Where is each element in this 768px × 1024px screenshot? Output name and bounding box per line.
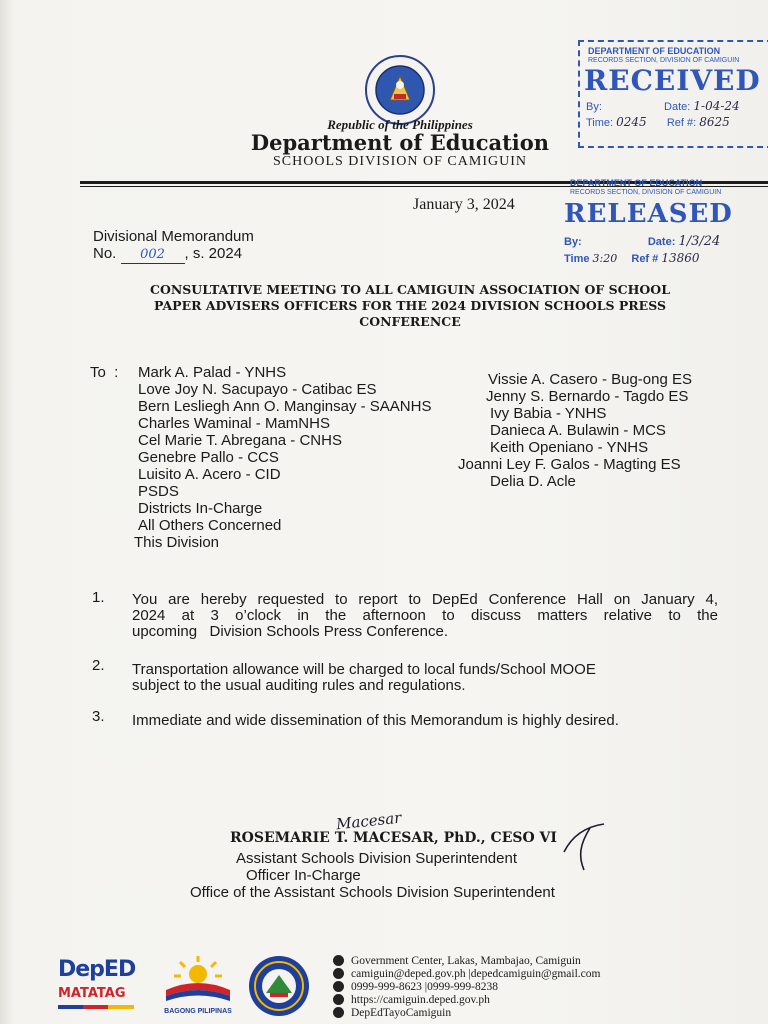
signatory-title: Assistant Schools Division Superintendent <box>236 850 517 867</box>
recipient: Districts In-Charge <box>138 500 263 517</box>
recipient: Jenny S. Bernardo - Tagdo ES <box>486 388 689 405</box>
recipient: Ivy Babia - YNHS <box>490 405 607 422</box>
stamp-by-row: By: Date: 1/3/24 <box>564 234 721 249</box>
recipient: Keith Openiano - YNHS <box>490 439 649 456</box>
stamp-word: RELEASED <box>564 199 733 229</box>
contact-facebook[interactable]: DepEdTayoCamiguin <box>333 1007 600 1020</box>
memo-number-label: No. <box>93 245 117 262</box>
logo-caption: BAGONG PILIPINAS <box>164 1008 232 1015</box>
deped-matatag-logo <box>58 958 142 1016</box>
released-stamp <box>560 178 768 276</box>
contact-phone: 0999-999-8623 |0999-999-8238 <box>333 981 600 994</box>
recipient: Cel Marie T. Abregana - CNHS <box>138 432 342 449</box>
stamp-time-row: Time: 0245 Ref #: 8625 <box>586 115 730 129</box>
signatory-office: Office of the Assistant Schools Division Superintendent <box>190 884 555 901</box>
item-line: Transportation allowance will be charged to local funds/School MOOE <box>132 661 596 678</box>
contact-email: camiguin@deped.gov.ph |depedcamiguin@gmail.com <box>333 968 600 981</box>
signatory-role: Officer In-Charge <box>246 867 361 884</box>
memo-series: , s. 2024 <box>184 245 243 262</box>
signatory-name: ROSEMARIE T. MACESAR, PhD., CESO VI <box>230 830 557 846</box>
stamp-time-row: Time 3:20 Ref # 13860 <box>564 251 700 265</box>
item-3-text <box>132 713 718 729</box>
item-line: 2024 at 3 o’clock in the afternoon to discuss matters relative to the <box>132 607 718 624</box>
recipient: Danieca A. Bulawin - MCS <box>490 422 666 439</box>
item-2-text <box>132 662 718 694</box>
item-3-number: 3. <box>92 708 105 725</box>
division-seal-logo <box>246 955 312 1017</box>
recipient: Love Joy N. Sacupayo - Catibac ES <box>138 381 377 398</box>
location-icon <box>333 955 344 966</box>
item-2-number: 2. <box>92 657 105 674</box>
recipients-left <box>134 364 432 551</box>
deped-seal <box>364 54 436 126</box>
memo-title-line: CONSULTATIVE MEETING TO ALL CAMIGUIN ASSOCIATION OF SCHOOL <box>150 282 670 297</box>
memo-title-line: CONFERENCE <box>359 314 461 329</box>
stamp-by-row: By: Date: 1-04-24 <box>586 99 740 113</box>
contact-website[interactable]: https://camiguin.deped.gov.ph <box>333 994 600 1007</box>
division-name: SCHOOLS DIVISION OF CAMIGUIN <box>273 154 527 169</box>
stamp-heading: DEPARTMENT OF EDUCATION <box>570 178 703 188</box>
memo-title-line: PAPER ADVISERS OFFICERS FOR THE 2024 DIVISION SCHOOLS PRESS <box>153 298 666 313</box>
republic-line: Republic of the Philippines <box>327 117 473 132</box>
contact-address: Government Center, Lakas, Mambajao, Camiguin <box>333 955 600 968</box>
recipient: Mark A. Palad - YNHS <box>138 364 287 381</box>
recipient: Joanni Ley F. Galos - Magting ES <box>458 456 681 473</box>
memo-title <box>100 282 720 330</box>
stamp-heading: DEPARTMENT OF EDUCATION <box>588 46 721 56</box>
email-icon <box>333 968 344 979</box>
stamp-word: RECEIVED <box>584 64 761 97</box>
item-line: Immediate and wide dissemination of this Memorandum is highly desired. <box>132 712 619 729</box>
memo-number <box>93 245 242 264</box>
handwritten-signature: Macesar <box>335 808 403 834</box>
to-label: To : <box>90 364 119 381</box>
recipient: Charles Waminal - MamNHS <box>138 415 330 432</box>
recipients-right <box>458 371 692 490</box>
recipient: Genebre Pallo - CCS <box>138 449 279 466</box>
recipient: Vissie A. Casero - Bug-ong ES <box>488 371 692 388</box>
recipient: All Others Concerned <box>138 517 282 534</box>
item-1-text <box>132 592 718 640</box>
item-line: subject to the usual auditing rules and regulations. <box>132 677 466 694</box>
recipient: This Division <box>134 534 220 551</box>
bagong-pilipinas-logo <box>160 954 236 1016</box>
memo-type: Divisional Memorandum <box>93 228 254 245</box>
recipient: Delia D. Acle <box>490 473 576 490</box>
received-stamp <box>578 40 768 148</box>
logo-deped-text: DepED <box>58 957 136 982</box>
signature-flourish <box>560 822 610 874</box>
item-line: upcoming Division Schools Press Conference. <box>132 623 448 640</box>
contact-list <box>333 955 600 1020</box>
stamp-subheading: RECORDS SECTION, DIVISION OF CAMIGUIN <box>588 57 740 64</box>
memo-date: January 3, 2024 <box>413 196 515 213</box>
stamp-subheading: RECORDS SECTION, DIVISION OF CAMIGUIN <box>570 189 722 196</box>
recipient: PSDS <box>138 483 179 500</box>
phone-icon <box>333 981 344 992</box>
recipient: Luisito A. Acero - CID <box>138 466 281 483</box>
recipient: Bern Lesliegh Ann O. Manginsay - SAANHS <box>138 398 432 415</box>
facebook-icon <box>333 1007 344 1018</box>
globe-icon <box>333 994 344 1005</box>
item-line: You are hereby requested to report to DepEd Conference Hall on January 4, <box>132 591 718 608</box>
logo-matatag-text: MATATAG <box>58 986 126 1001</box>
memo-number-value: 002 <box>121 246 185 264</box>
department-title: Department of Education <box>250 130 550 155</box>
item-1-number: 1. <box>92 589 105 606</box>
